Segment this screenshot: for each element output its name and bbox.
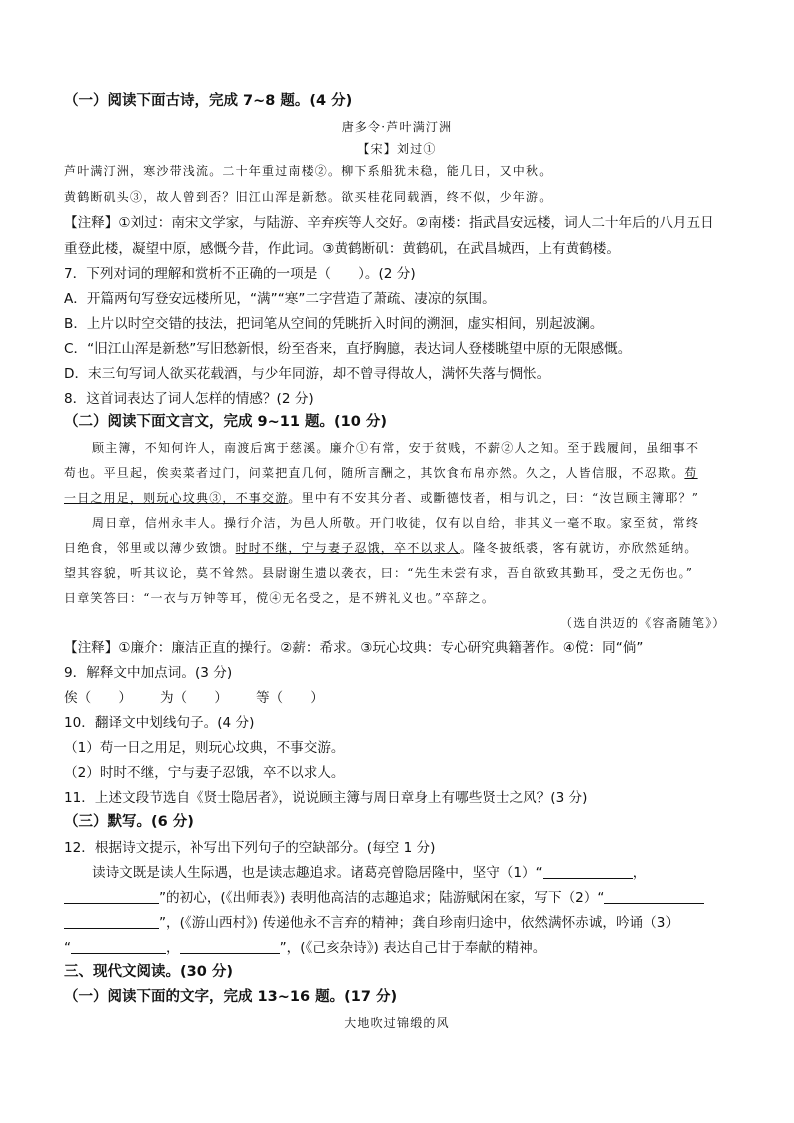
dictation-comma-1: ， xyxy=(632,865,647,881)
underline-sentence-2: 时时不继，宁与妻子忍饿，卒不以求人 xyxy=(235,541,461,555)
dictation-quote-open: “ xyxy=(64,940,72,956)
poem-note-line-1: 【注释】①刘过：南宋文学家，与陆游、辛弃疾等人交好。②南楼：指武昌安远楼，词人二十年后的八月五日 xyxy=(64,215,714,231)
passage-p2-line-3: 望其容貌，听其议论，莫不耸然。县尉谢生遗以袭衣，曰：“先生未尝有求，吾自欲致其勤耳，受之无伤也。” xyxy=(64,566,694,580)
q9-item-2: 为（ ） xyxy=(159,690,228,706)
blank-4[interactable] xyxy=(64,914,159,929)
q9-item-3: 等（ ） xyxy=(255,690,324,706)
dictation-comma-2: ， xyxy=(166,940,180,956)
question-8: 8．这首词表达了词人怎样的情感？(2 分) xyxy=(64,391,314,407)
dictation-text-3: ”，(《游山西村》) 传递他永不言弃的精神；龚自珍南归途中，依然满怀赤诚，吟诵（3） xyxy=(159,915,679,931)
poem-line-1: 芦叶满汀洲，寒沙带浅流。二十年重过南楼②。柳下系船犹未稳，能几日，又中秋。 xyxy=(64,164,553,178)
blank-5[interactable] xyxy=(71,939,166,954)
passage-p2-line-2 xyxy=(64,539,698,557)
question-10-1: （1）苟一日之用足，则玩心坟典，不事交游。 xyxy=(64,740,345,756)
dictation-text-4: ”，(《己亥杂诗》) 表达自己甘于奉献的精神。 xyxy=(279,940,547,956)
passage-p1-line-1: 顾主簿，不知何许人，南渡后寓于慈溪。廉介①有常，安于贫贱，不薪②人之知。至于践履间，虽细事不 xyxy=(92,441,700,455)
blank-3[interactable] xyxy=(604,889,704,904)
question-11: 11．上述文段节选自《贤士隐居者》，说说顾主簿与周日章身上有哪些贤士之风？(3 分) xyxy=(64,790,588,806)
blank-1[interactable] xyxy=(543,864,633,879)
question-9-items xyxy=(64,689,324,707)
section3-heading: （三）默写。(6 分) xyxy=(64,814,194,830)
passage-p1-line-2-text: 苟也。平旦起，俟卖菜者过门，问菜把直几何，随所言酬之，其饮食布帛亦然。久之，人皆信服，不忍欺。 xyxy=(64,466,685,480)
question-10-2: （2）时时不继，宁与妻子忍饿，卒不以求人。 xyxy=(64,765,345,781)
blank-2[interactable] xyxy=(64,889,159,904)
q7-option-c: C．“旧江山浑是新愁”写旧愁新恨，纷至沓来，直抒胸臆，表达词人登楼眺望中原的无限感慨。 xyxy=(64,341,632,357)
dictation-line-1 xyxy=(92,864,646,882)
passage-source: （选自洪迈的《容斋随笔》） xyxy=(560,616,726,630)
dictation-text-2: ”的初心，(《出师表》) 表明他高洁的志趣追求；陆游赋闲在家，写下（2）“ xyxy=(159,890,605,906)
dictation-line-4 xyxy=(64,939,546,957)
part3-heading: 三、现代文阅读。(30 分) xyxy=(64,964,233,980)
part3-sub-heading: （一）阅读下面的文字，完成 13~16 题。(17 分) xyxy=(64,989,398,1005)
poem-note-line-2: 重登此楼，凝望中原，感慨今昔，作此词。③黄鹤断矶：黄鹤矶，在武昌城西，上有黄鹤楼。 xyxy=(64,241,620,257)
passage-note: 【注释】①廉介：廉洁正直的操行。②薪：希求。③玩心坟典：专心研究典籍著作。④傥：同“倘” xyxy=(64,640,644,656)
poem-author: 【宋】刘过① xyxy=(357,142,437,156)
q7-option-a: A．开篇两句写登安远楼所见，“满”“寒”二字营造了萧疏、凄凉的氛围。 xyxy=(64,291,496,307)
dictation-line-3 xyxy=(64,914,679,932)
passage-p1-line-3 xyxy=(64,489,699,507)
section1-heading: （一）阅读下面古诗，完成 7~8 题。(4 分) xyxy=(64,93,353,109)
question-7: 7．下列对词的理解和赏析不正确的一项是（ ）。(2 分) xyxy=(64,266,416,282)
blank-6[interactable] xyxy=(180,939,280,954)
passage-p2-line-4: 日章笑答曰：“一衣与万钟等耳，傥④无名受之，是不辨礼义也。”卒辞之。 xyxy=(64,591,496,605)
q9-item-1: 俟（ ） xyxy=(64,690,132,706)
question-10: 10．翻译文中划线句子。(4 分) xyxy=(64,715,255,731)
passage-p2-line-1: 周日章，信州永丰人。操行介洁，为邑人所敬。开门收徒，仅有以自给，非其义一毫不取。家至贫，常终 xyxy=(92,516,700,530)
passage-p1-line-3-text: 。里中有不安其分者、或斷德忮者，相与讥之，曰：“汝岂顾主簿耶？” xyxy=(288,491,700,505)
passage-p1-line-2 xyxy=(64,464,698,482)
underline-sentence-1: 一日之用足，则玩心坟典③，不事交游 xyxy=(64,491,289,505)
question-12: 12．根据诗文提示，补写出下列句子的空缺部分。(每空 1 分) xyxy=(64,840,436,856)
article-title: 大地吹过锦缎的风 xyxy=(344,1016,450,1030)
dictation-line-2 xyxy=(64,889,704,907)
passage-p2-line-2-a: 日绝食，邻里或以薄少致馈。 xyxy=(64,541,236,555)
section2-heading: （二）阅读下面文言文，完成 9~11 题。(10 分) xyxy=(64,414,387,430)
poem-title: 唐多令·芦叶满汀洲 xyxy=(341,120,453,134)
q7-option-b: B．上片以时空交错的技法，把词笔从空间的凭眺折入时间的溯洄，虚实相间，别起波澜。 xyxy=(64,316,604,332)
q7-option-d: D．末三句写词人欲买花载酒，与少年同游，却不曾寻得故人，满怀失落与惆怅。 xyxy=(64,366,551,382)
passage-p2-line-2-b: 。隆冬披纸裘，客有就访，亦欣然延纳。 xyxy=(460,541,698,555)
poem-line-2: 黄鹤断矶头③，故人曾到否？旧江山浑是新愁。欲买桂花同载酒，终不似，少年游。 xyxy=(64,190,553,204)
question-9: 9．解释文中加点词。(3 分) xyxy=(64,665,233,681)
underline-sentence-1-start: 苟 xyxy=(684,466,698,480)
dictation-text-1: 读诗文既是读人生际遇，也是读志趣追求。诸葛亮曾隐居隆中，坚守（1）“ xyxy=(92,865,543,881)
